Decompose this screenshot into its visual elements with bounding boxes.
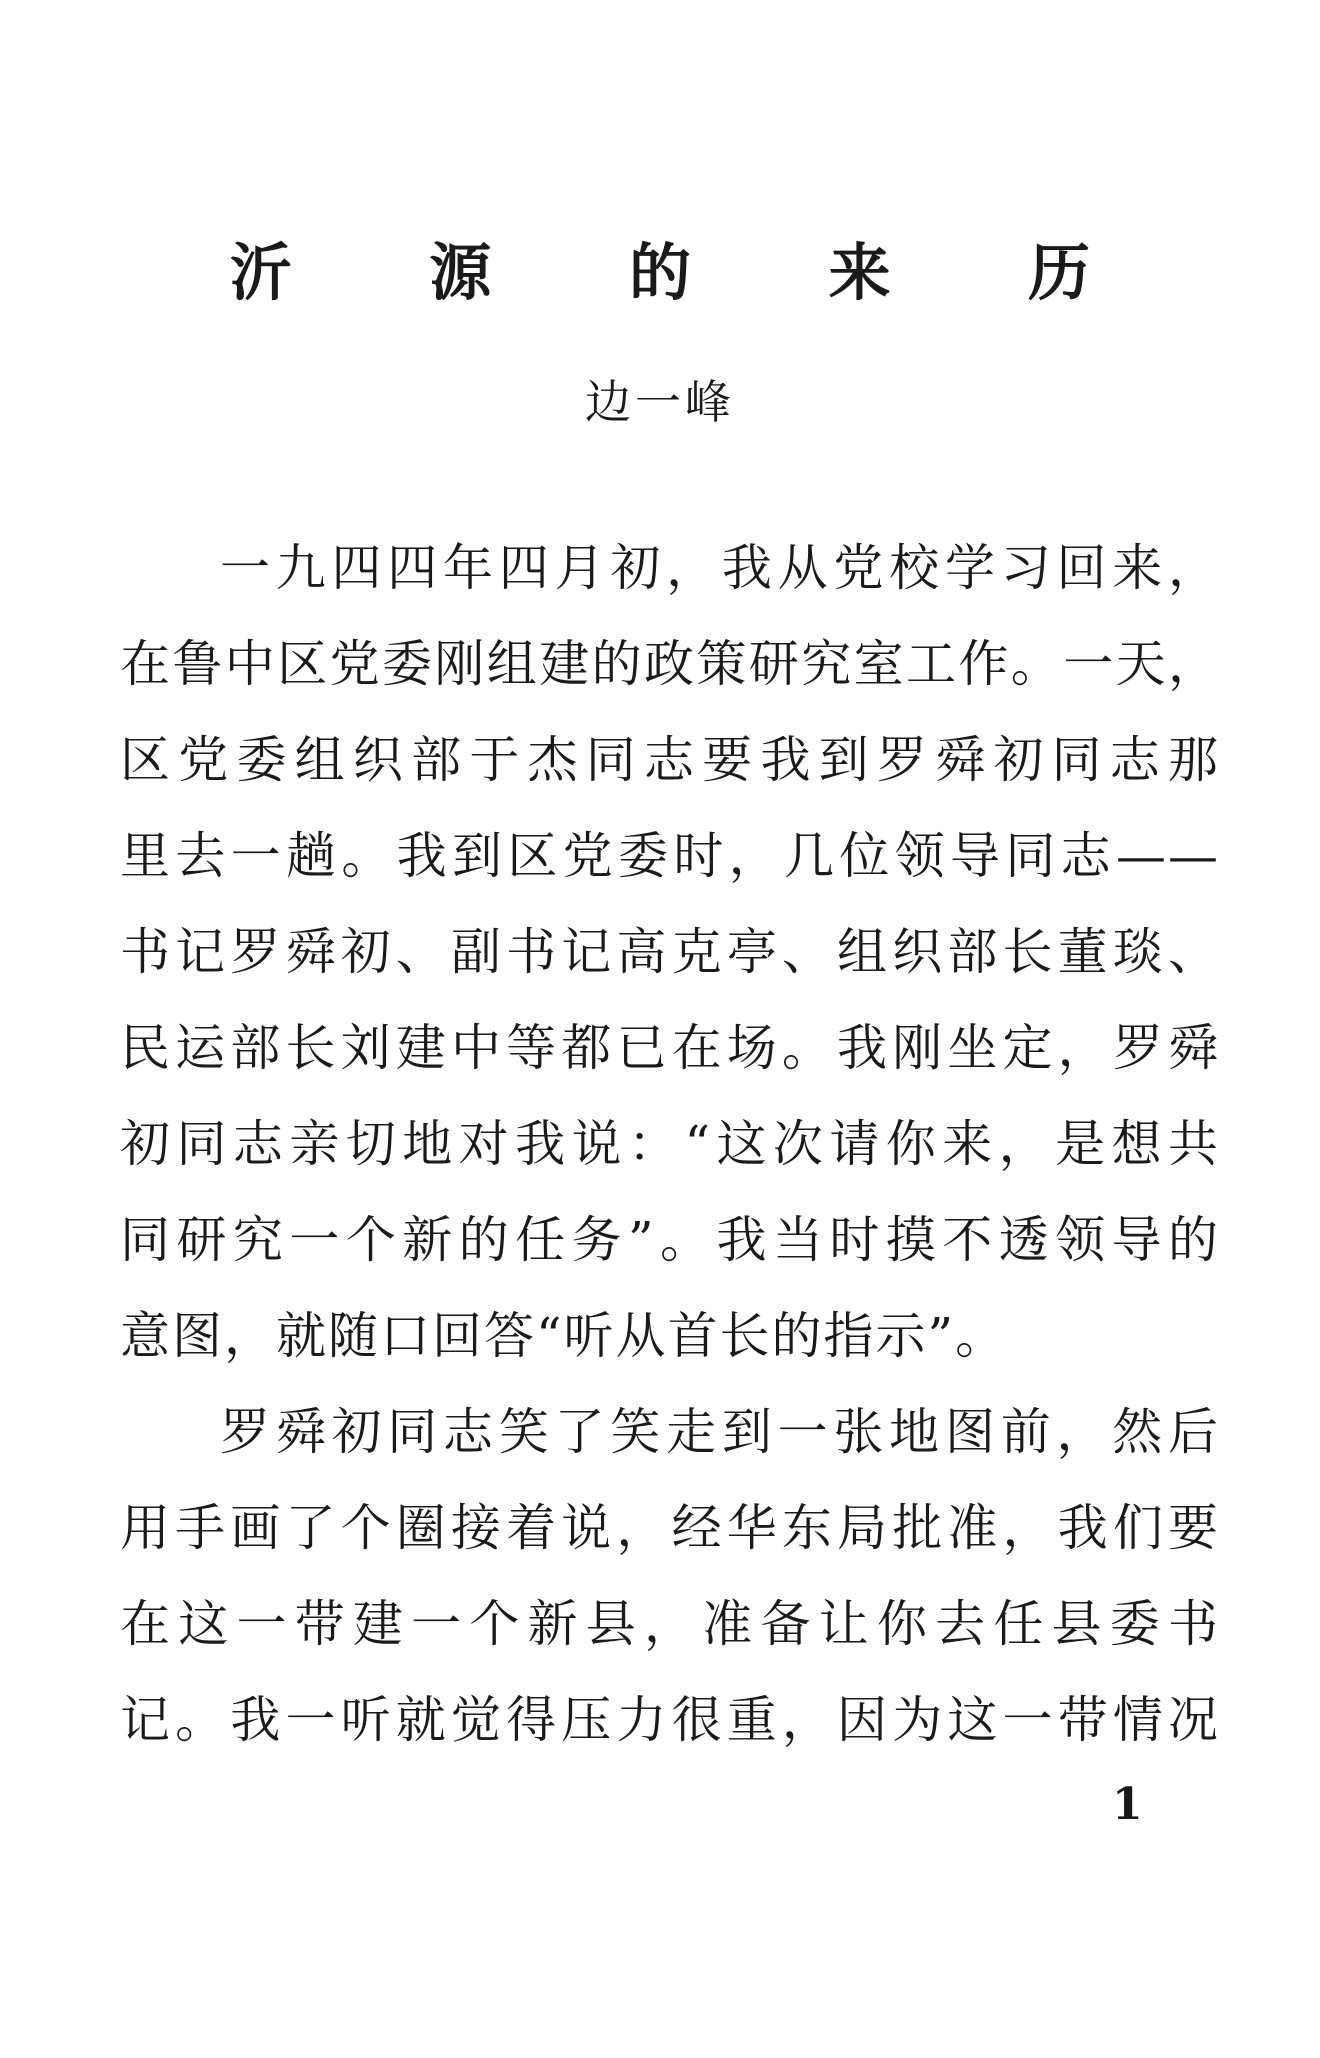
text-line: 里去一趟。我到区党委时，几位领导同志—— xyxy=(120,827,1220,885)
text-line: 罗舜初同志笑了笑走到一张地图前，然后 xyxy=(220,1403,1220,1461)
body-text xyxy=(120,520,1220,1768)
text-line: 意图，就随口回答“听从首长的指示”。 xyxy=(120,1307,1008,1365)
chapter-title: 沂 源 的 来 历 xyxy=(229,236,1149,309)
text-line: 一九四四年四月初，我从党校学习回来， xyxy=(220,539,1220,597)
text-line: 在鲁中区党委刚组建的政策研究室工作。一天， xyxy=(120,635,1220,693)
text-line: 记。我一听就觉得压力很重，因为这一带情况 xyxy=(120,1691,1220,1749)
page-number: 1 xyxy=(1112,1779,1143,1830)
text-line: 同研究一个新的任务”。我当时摸不透领导的 xyxy=(120,1211,1220,1269)
text-line: 在这一带建一个新县，准备让你去任县委书 xyxy=(120,1595,1220,1653)
author-name: 边一峰 xyxy=(585,375,735,429)
text-line: 用手画了个圈接着说，经华东局批准，我们要 xyxy=(120,1499,1220,1557)
text-line: 区党委组织部于杰同志要我到罗舜初同志那 xyxy=(120,731,1220,789)
text-line: 书记罗舜初、副书记高克亭、组织部长董琰、 xyxy=(120,923,1220,981)
text-line: 初同志亲切地对我说：“这次请你来，是想共 xyxy=(120,1115,1220,1173)
text-line: 民运部长刘建中等都已在场。我刚坐定，罗舜 xyxy=(120,1019,1220,1077)
